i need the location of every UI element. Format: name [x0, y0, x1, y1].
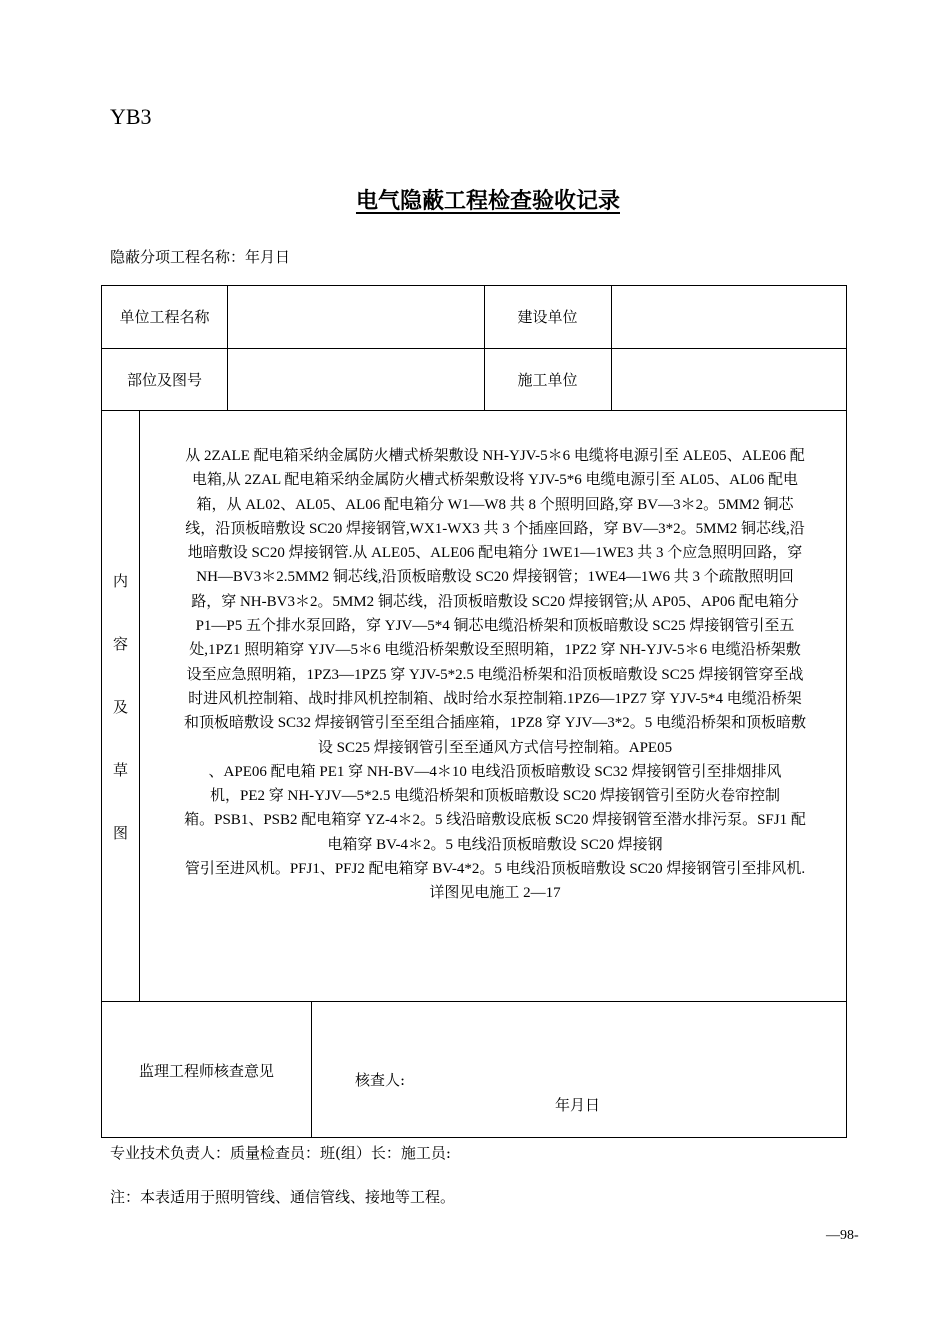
col-divider-3 — [611, 286, 612, 410]
content-label-char: 及 — [112, 697, 128, 716]
content-line: 箱。PSB1、PSB2 配电箱穿 YZ-4＊2。5 线沿暗敷设底板 SC20 焊接钢管至潜水排污泵。SFJ1 配 — [184, 812, 806, 829]
col-divider-2 — [484, 286, 485, 410]
content-line: P1—P5 五个排水泵回路，穿 YJV—5*4 铜芯电缆沿桥架和顶板暗敷设 SC25 焊接钢管引至五 — [195, 618, 795, 635]
content-line: 线，沿顶板暗敷设 SC20 焊接钢管,WX1-WX3 共 3 个插座回路，穿 BV—3*2。5MM2 铜芯线,沿 — [185, 520, 805, 537]
content-line: 时进风机控制箱、战时排风机控制箱、战时给水泵控制箱.1PZ6—1PZ7 穿 YJV-5*4 电缆沿桥架 — [188, 690, 802, 707]
content-col-divider — [139, 410, 140, 1001]
content-line: NH—BV3＊2.5MM2 铜芯线,沿顶板暗敷设 SC20 焊接钢管；1WE4—1W6 共 3 个疏散照明回 — [196, 569, 794, 586]
content-label-char: 草 — [112, 760, 128, 779]
content-label-char: 容 — [112, 634, 128, 653]
col-divider-1 — [227, 286, 228, 410]
content-line: 设 SC25 焊接钢管引至至通风方式信号控制箱。APE05 — [317, 739, 673, 756]
content-line: 箱，从 AL02、AL05、AL06 配电箱分 W1—W8 共 8 个照明回路,穿 BV—3＊2。5MM2 铜芯 — [196, 496, 794, 513]
supervisor-opinion-label: 监理工程师核查意见 — [138, 1062, 274, 1080]
row-divider-2 — [102, 410, 846, 411]
form-code: YB3 — [110, 104, 152, 129]
signatures-line: 专业技术负责人：质量检查员：班(组）长：施工员: — [110, 1144, 451, 1162]
content-line: 设至应急照明箱，1PZ3—1PZ5 穿 YJV-5*2.5 电缆沿桥架和沿顶板暗敷设 SC25 焊接钢管穿至战 — [186, 666, 804, 683]
content-line: 电箱穿 BV-4＊2。5 电线沿顶板暗敷设 SC20 焊接钢 — [327, 836, 663, 853]
content-line: 地暗敷设 SC20 焊接钢管.从 ALE05、ALE06 配电箱分 1WE1—1WE3 共 3 个应急照明回路，穿 — [187, 545, 803, 562]
content-line: 路，穿 NH-BV3＊2。5MM2 铜芯线，沿顶板暗敷设 SC20 焊接钢管;从 AP05、AP06 配电箱分 — [191, 593, 799, 610]
content-line: 从 2ZALE 配电箱采纳金属防火槽式桥架敷设 NH-YJV-5＊6 电缆将电源引至 ALE05、ALE06 配 — [185, 448, 805, 464]
row-divider-3 — [102, 1001, 846, 1002]
checker-label: 核查人: — [355, 1071, 406, 1089]
unit-project-label: 单位工程名称 — [119, 308, 210, 326]
content-line: 和顶板暗敷设 SC32 焊接钢管引至至组合插座箱，1PZ8 穿 YJV—3*2。5 电缆沿桥架和顶板暗敷 — [183, 715, 807, 732]
contractor-label: 施工单位 — [517, 371, 578, 389]
content-line: 机，PE2 穿 NH-YJV—5*2.5 电缆沿桥架和顶板暗敷设 SC20 焊接钢管引至防火卷帘控制 — [209, 788, 781, 805]
page-number: —98- — [826, 1228, 859, 1243]
content-line: 电箱,从 2ZAL 配电箱采纳金属防火槽式桥架敷设将 YJV-5*6 电缆电源引至 AL05、AL06 配电 — [192, 472, 798, 489]
checker-date: 年月日 — [555, 1096, 601, 1114]
applicability-note: 注：本表适用于照明管线、通信管线、接地等工程。 — [110, 1188, 456, 1206]
construction-content-text — [145, 444, 845, 906]
content-line: 处,1PZ1 照明箱穿 YJV—5＊6 电缆沿桥架敷设至照明箱，1PZ2 穿 NH-YJV-5＊6 电缆沿桥架敷 — [189, 642, 801, 659]
subproject-name-line: 隐蔽分项工程名称：年月日 — [110, 248, 291, 266]
content-line: 管引至进风机。PFJ1、PFJ2 配电箱穿 BV-4*2。5 电线沿顶板暗敷设 SC20 焊接钢管引至排风机. — [184, 861, 806, 878]
inspection-form-table — [101, 285, 847, 1138]
content-label-char: 内 — [112, 571, 128, 590]
document-title: 电气隐蔽工程检查验收记录 — [355, 189, 620, 214]
content-and-sketch-label — [102, 411, 139, 1001]
content-line: 详图见电施工 2—17 — [429, 885, 561, 902]
location-label: 部位及图号 — [126, 371, 202, 389]
content-line: 、APE06 配电箱 PE1 穿 NH-BV—4＊10 电线沿顶板暗敷设 SC32 焊接钢管引至排烟排风 — [208, 763, 782, 780]
row-divider-1 — [102, 348, 846, 349]
owner-label: 建设单位 — [517, 308, 578, 326]
supervisor-col-divider — [311, 1001, 312, 1138]
content-label-char: 图 — [112, 823, 128, 842]
